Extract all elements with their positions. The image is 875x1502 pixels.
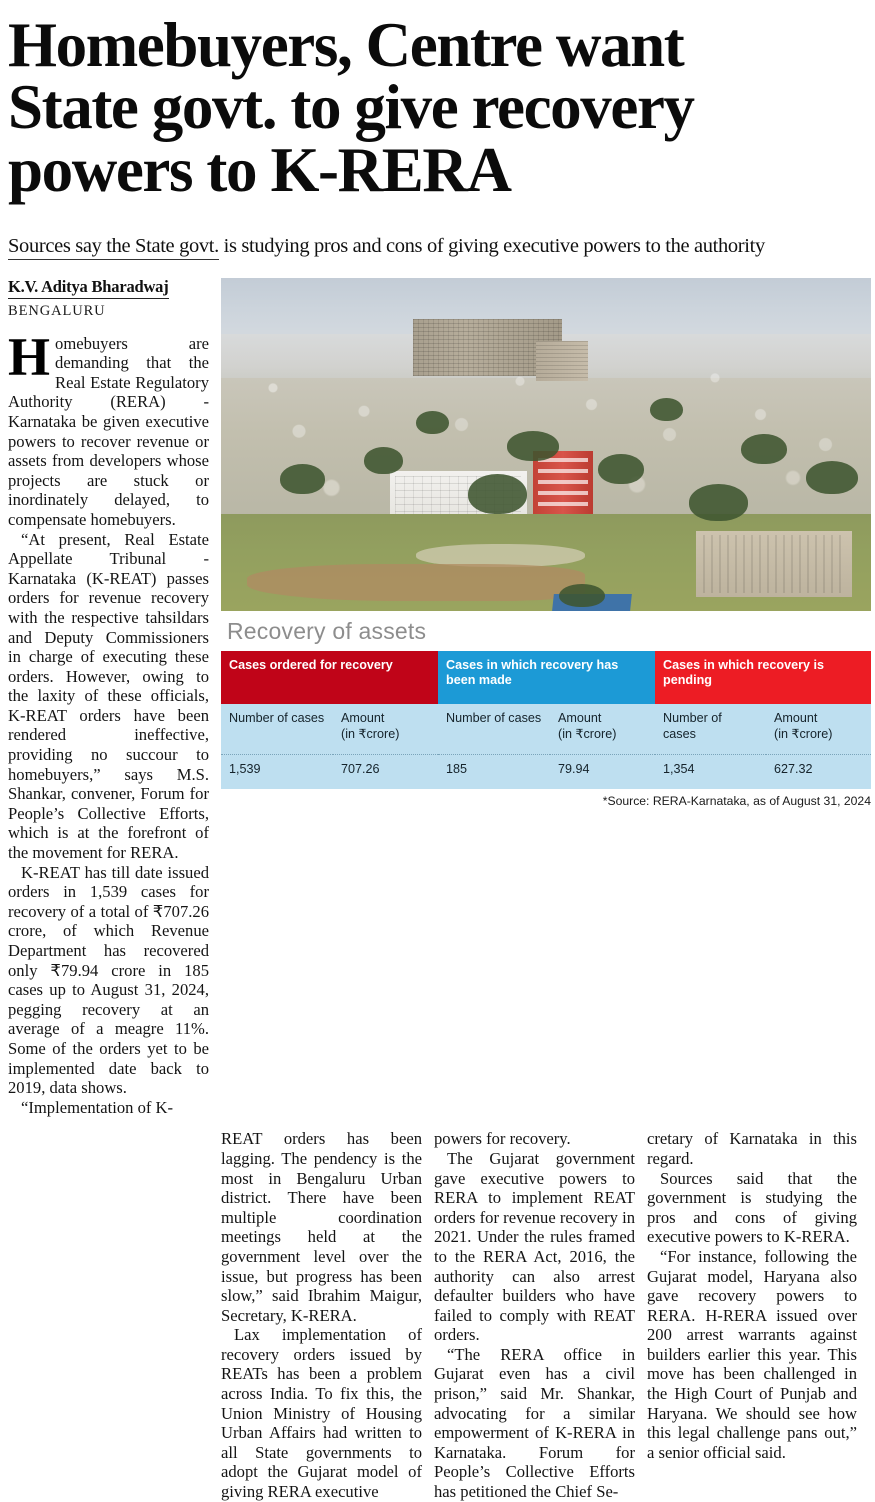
- chart-title: Recovery of assets: [227, 617, 427, 644]
- paragraph: “Implementation of K-: [21, 1097, 174, 1117]
- table-subheader-row: [221, 704, 871, 755]
- article-body-col2: [221, 1129, 422, 1501]
- lower-section: [8, 1129, 867, 1501]
- drop-cap: H: [8, 326, 51, 387]
- paragraph-lead: [8, 326, 209, 530]
- article-body-col1: [8, 326, 209, 1118]
- photo-tree-canopy: [416, 411, 449, 434]
- table-subheader-line1: Amount: [341, 710, 385, 725]
- photo-red-apartment: [533, 451, 593, 524]
- table-subheader: [550, 704, 655, 755]
- paragraph-lead-text: omebuyers are demanding that the Real Estate Regulatory Authority (RERA) - Karnataka be given executive powers to recover revenue or assets from developers whose projects are stuck or inordinately delayed, to compensate homebuyers.: [8, 333, 209, 529]
- table-cell-value: 79.94: [550, 754, 655, 789]
- photo-tree-canopy: [689, 484, 748, 521]
- table-cell-value: 185: [438, 754, 550, 789]
- table-row: [221, 754, 871, 789]
- paragraph: “At present, Real Estate Appellate Tribunal - Karnataka (K-REAT) passes orders for revenue recovery with the respective tahsildars and Deputy Commissioners in charge of executing these orders. However, owing to the laxity of these officials, K-REAT orders have been rendered ineffective, providing no succour to homebuyers,” says M.S. Shankar, convener, Forum for People’s Collective Efforts, which is at the forefront of the movement for RERA.: [8, 529, 209, 863]
- headline-line-2: State govt. to give recovery: [8, 72, 694, 143]
- article-body-col3: [434, 1129, 635, 1501]
- table-subheader: [438, 704, 550, 755]
- byline-author: K.V. Aditya Bharadwaj: [8, 278, 169, 299]
- paragraph: The Gujarat government gave executive powers to RERA to implement REAT orders for revenue recovery in 2021. Under the rules framed to the RERA Act, 2016, the authority can also arrest defaulter builders who have failed to comply with REAT orders.: [434, 1148, 635, 1345]
- table-subheader: [333, 704, 438, 755]
- article-column-2: [221, 1129, 434, 1501]
- table-subheader-line1: Number of cases: [446, 710, 542, 725]
- strapline: [8, 235, 867, 258]
- byline-dateline: BENGALURU: [8, 302, 106, 319]
- photo-dirt-track: [247, 564, 585, 601]
- article-column-4: [647, 1129, 857, 1501]
- photo-tree-canopy: [741, 434, 787, 464]
- table-subheader-line2: (in ₹crore): [341, 726, 400, 741]
- headline-line-1: Homebuyers, Centre want: [8, 10, 684, 80]
- strapline-underlined: Sources say the State govt.: [8, 235, 219, 260]
- photo-tree-canopy: [806, 461, 858, 494]
- table-subheader-line1: Number of cases: [663, 710, 722, 741]
- table-group-header-recovered: Cases in which recovery has been made: [438, 651, 655, 704]
- table-subheader: [655, 704, 766, 755]
- table-subheader-line2: (in ₹crore): [774, 726, 833, 741]
- table-cell-value: 1,354: [655, 754, 766, 789]
- table-group-header-ordered: Cases ordered for recovery: [221, 651, 438, 704]
- photo-tree-canopy: [650, 398, 683, 421]
- paragraph: Lax implementation of recovery orders issued by REATs has been a problem across India. To fix this, the Union Ministry of Housing Urban Affairs had written to all State governments to adopt the Gujarat model of giving RERA executive: [221, 1325, 422, 1502]
- photo-foreground-building: [696, 531, 852, 598]
- table-cell-value: 707.26: [333, 754, 438, 789]
- article-photo: [221, 278, 871, 611]
- recovery-table: [221, 651, 871, 789]
- page-title: [8, 10, 867, 205]
- photo-tree-canopy: [598, 454, 644, 484]
- paragraph: powers for recovery.: [434, 1129, 571, 1149]
- table-subheader-line1: Amount: [558, 710, 602, 725]
- photo-tree-canopy: [507, 431, 559, 461]
- paragraph: Sources said that the government is studying the pros and cons of giving executive powers to K-RERA.: [647, 1168, 857, 1247]
- media-block: [221, 278, 871, 808]
- photo-tree-canopy: [364, 447, 403, 474]
- table-source-note: *Source: RERA-Karnataka, as of August 31, 2024: [602, 793, 871, 808]
- table-subheader-line1: Amount: [774, 710, 818, 725]
- paragraph: “The RERA office in Gujarat even has a civil prison,” said Mr. Shankar, advocating for a similar empowerment of K-RERA in Karnataka. Forum for People’s Collective Efforts has petitioned the Chief Se-: [434, 1344, 635, 1502]
- article-column-3: [434, 1129, 647, 1501]
- table-subheader-line2: (in ₹crore): [558, 726, 617, 741]
- table-subheader-line1: Number of cases: [229, 710, 325, 725]
- article-column-1: [8, 278, 221, 1118]
- paragraph: cretary of Karnataka in this regard.: [647, 1129, 857, 1168]
- paragraph: REAT orders has been lagging. The pendency is the most in Bengaluru Urban district. There have been multiple coordination meetings held at the government level over the issue, but progress has been slow,” said Ibrahim Maigur, Secretary, K-RERA.: [221, 1129, 422, 1325]
- table-group-header-row: [221, 651, 871, 704]
- paragraph: K-REAT has till date issued orders in 1,539 cases for recovery of a total of ₹707.26 crore, of which Revenue Department has recovered only ₹79.94 crore in 185 cases up to August 31, 2024, pegging recovery at an average of a meagre 11%. Some of the orders yet to be implemented date back to 2019, data shows.: [8, 862, 209, 1098]
- table-group-header-pending: Cases in which recovery is pending: [655, 651, 871, 704]
- strapline-rest: is studying pros and cons of giving executive powers to the authority: [218, 235, 765, 258]
- photo-tree-canopy: [280, 464, 326, 494]
- table-cell-value: 1,539: [221, 754, 333, 789]
- article-body-col4: [647, 1129, 857, 1462]
- photo-tree-canopy: [559, 584, 605, 607]
- table-cell-value: 627.32: [766, 754, 871, 789]
- headline-line-3: powers to K-RERA: [8, 134, 511, 205]
- table-subheader: [766, 704, 871, 755]
- photo-tree-canopy: [468, 474, 527, 514]
- paragraph: “For instance, following the Gujarat model, Haryana also gave recovery powers to RERA. H-RERA issued over 200 arrest warrants against builders earlier this year. This move has been challenged in the High Court of Punjab and Haryana. We should see how this legal challenge pans out,” a senior official said.: [647, 1246, 857, 1462]
- table-subheader: [221, 704, 333, 755]
- upper-section: [8, 276, 871, 1118]
